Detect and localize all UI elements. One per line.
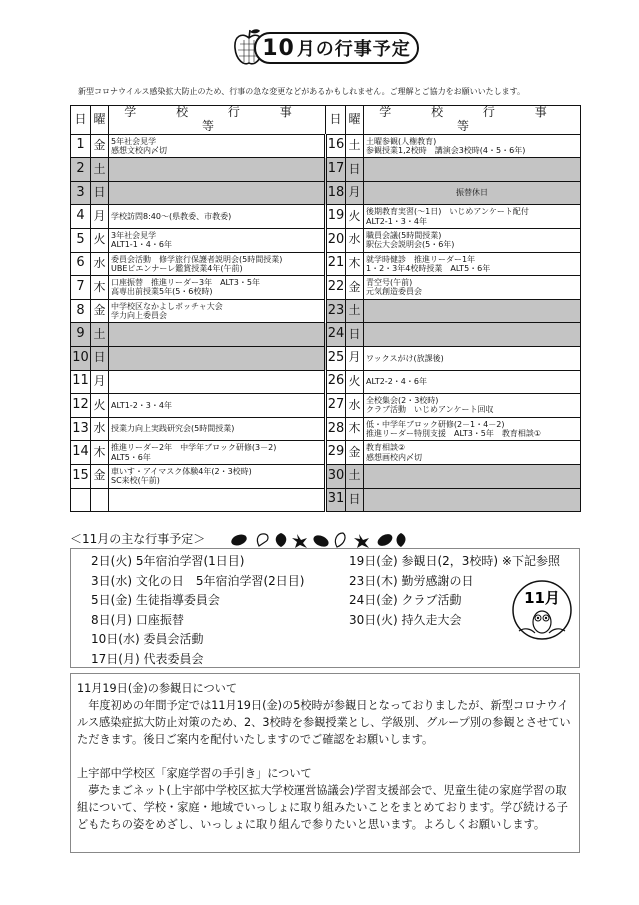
notice-text: 新型コロナウイルス感染拡大防止のため、行事の急な変更などがあるかもしれません。ご理解とご協力をお願いいたします。 bbox=[78, 87, 526, 96]
event-line: 職員会議(5時間授業) bbox=[366, 231, 442, 241]
november-event: 8日(月) 口座振替 bbox=[91, 612, 184, 627]
day-cell: 7 bbox=[71, 276, 91, 300]
day-cell: 25 bbox=[326, 346, 346, 370]
badge-text: 11月 bbox=[524, 589, 560, 607]
day-cell: 23 bbox=[326, 299, 346, 323]
weekday-cell: 日 bbox=[346, 488, 364, 512]
event-line: 車いす・アイマスク体験4年(2・3校時) bbox=[111, 467, 252, 477]
header-weekday: 曜 bbox=[91, 106, 109, 135]
events-cell bbox=[364, 205, 581, 229]
weekday-cell: 木 bbox=[346, 252, 364, 276]
events-cell bbox=[109, 464, 326, 488]
event-line: 駅伝大会説明会(5・6年) bbox=[366, 240, 455, 250]
day-cell: 9 bbox=[71, 323, 91, 347]
event-line: 振替休日 bbox=[456, 188, 488, 198]
day-cell: 5 bbox=[71, 228, 91, 252]
day-cell: 15 bbox=[71, 464, 91, 488]
day-cell: 28 bbox=[326, 417, 346, 441]
weekday-cell: 月 bbox=[91, 205, 109, 229]
title-text: 月の行事予定 bbox=[296, 39, 411, 60]
schedule-table bbox=[70, 105, 581, 512]
day-cell: 24 bbox=[326, 323, 346, 347]
november-heading: ＜11月の主な行事予定＞ bbox=[70, 532, 206, 546]
event-line: 青空号(午前) bbox=[366, 278, 413, 288]
day-cell: 16 bbox=[326, 134, 346, 158]
weekday-cell: 木 bbox=[346, 417, 364, 441]
day-cell: 6 bbox=[71, 252, 91, 276]
weekday-cell: 土 bbox=[91, 323, 109, 347]
header-day: 日 bbox=[71, 106, 91, 135]
day-cell: 30 bbox=[326, 464, 346, 488]
event-line: 全校集会(2・3校時) bbox=[366, 396, 439, 406]
event-line: ワックスがけ(放課後) bbox=[366, 353, 444, 363]
weekday-cell: 土 bbox=[346, 464, 364, 488]
weekday-cell: 金 bbox=[91, 464, 109, 488]
day-cell: 29 bbox=[326, 441, 346, 465]
day-cell: 19 bbox=[326, 205, 346, 229]
event-line: 学力向上委員会 bbox=[111, 311, 167, 321]
title-number: 10 bbox=[262, 35, 295, 61]
day-cell: 10 bbox=[71, 346, 91, 370]
november-event: 17日(月) 代表委員会 bbox=[91, 651, 204, 666]
event-line: クラブ活動 いじめアンケート回収 bbox=[366, 405, 494, 415]
weekday-cell: 金 bbox=[346, 276, 364, 300]
event-line: 学校訪問8:40～(県教委、市教委) bbox=[111, 212, 232, 222]
table-row bbox=[71, 299, 581, 323]
events-cell bbox=[109, 228, 326, 252]
table-row bbox=[71, 464, 581, 488]
weekday-cell: 月 bbox=[346, 181, 364, 205]
event-line: ALT2-2・4・6年 bbox=[366, 377, 427, 387]
table-row bbox=[71, 323, 581, 347]
events-cell bbox=[109, 299, 326, 323]
day-cell: 22 bbox=[326, 276, 346, 300]
day-cell: 27 bbox=[326, 394, 346, 418]
event-line: 土曜参観(人権教育) bbox=[366, 136, 437, 146]
event-line: 感想画校内〆切 bbox=[366, 452, 422, 462]
day-cell: 13 bbox=[71, 417, 91, 441]
table-row bbox=[71, 276, 581, 300]
weekday-cell: 火 bbox=[346, 205, 364, 229]
event-line: 5年社会見学 bbox=[111, 136, 157, 146]
weekday-cell: 金 bbox=[91, 299, 109, 323]
events-cell bbox=[364, 441, 581, 465]
table-row bbox=[71, 394, 581, 418]
table-row bbox=[71, 370, 581, 394]
events-cell bbox=[109, 134, 326, 158]
table-row bbox=[71, 346, 581, 370]
day-cell: 20 bbox=[326, 228, 346, 252]
info-body-1: 年度初めの年間予定では11月19日(金)の5校時が参観日となっておりましたが、新型コロナウイルス感染症拡大防止対策のため、2、3校時を参観授業とし、学級別、グループ別の参観とさせていただきます。後日ご案内を配付いたしますのでご確認をお願いします。 bbox=[77, 699, 571, 746]
november-event: 23日(木) 勤労感謝の日 bbox=[349, 573, 474, 588]
events-cell bbox=[364, 464, 581, 488]
table-row bbox=[71, 441, 581, 465]
day-cell: 26 bbox=[326, 370, 346, 394]
november-event: 19日(金) 参観日(2，3校時) ※下記参照 bbox=[349, 554, 560, 568]
event-line: 後期教育実習(～1日) いじめアンケート配付 bbox=[366, 207, 529, 217]
november-event: 30日(火) 持久走大会 bbox=[349, 612, 462, 627]
events-cell bbox=[364, 158, 581, 182]
november-list-left bbox=[91, 552, 304, 670]
events-cell bbox=[109, 488, 326, 512]
event-line: 高専出前授業5年(5・6校時) bbox=[111, 287, 213, 297]
header-events: 学 校 行 事 等 bbox=[109, 106, 326, 135]
weekday-cell: 日 bbox=[346, 158, 364, 182]
day-cell bbox=[71, 488, 91, 512]
page-title bbox=[254, 32, 419, 64]
events-cell bbox=[109, 205, 326, 229]
event-line: 就学時健診 推進リーダー1年 bbox=[366, 254, 476, 264]
weekday-cell: 木 bbox=[91, 441, 109, 465]
table-row bbox=[71, 252, 581, 276]
leaves-decoration-icon bbox=[229, 530, 409, 550]
weekday-cell: 火 bbox=[91, 394, 109, 418]
weekday-cell: 土 bbox=[91, 158, 109, 182]
weekday-cell: 日 bbox=[91, 346, 109, 370]
event-line: 中学校区なかよしボッチャ大会 bbox=[111, 301, 223, 311]
events-cell bbox=[109, 346, 326, 370]
weekday-cell: 水 bbox=[346, 228, 364, 252]
events-cell bbox=[364, 181, 581, 205]
events-cell bbox=[364, 417, 581, 441]
weekday-cell: 水 bbox=[91, 417, 109, 441]
event-line: 感想文校内〆切 bbox=[111, 145, 167, 155]
table-row bbox=[71, 181, 581, 205]
weekday-cell: 土 bbox=[346, 299, 364, 323]
header-weekday: 曜 bbox=[346, 106, 364, 135]
event-line: ALT1-1・4・6年 bbox=[111, 240, 172, 250]
info-box bbox=[70, 673, 580, 853]
november-event: 2日(火) 5年宿泊学習(1日目) bbox=[91, 554, 245, 568]
day-cell: 18 bbox=[326, 181, 346, 205]
event-line: 推進リーダー特別支援 ALT3・5年 教育相談① bbox=[366, 429, 542, 439]
day-cell: 12 bbox=[71, 394, 91, 418]
event-line: 授業力向上実践研究会(5時間授業) bbox=[111, 424, 235, 434]
events-cell bbox=[364, 299, 581, 323]
events-cell bbox=[109, 252, 326, 276]
weekday-cell: 月 bbox=[91, 370, 109, 394]
title-banner bbox=[232, 22, 422, 68]
events-cell bbox=[109, 394, 326, 418]
day-cell: 11 bbox=[71, 370, 91, 394]
november-event: 10日(水) 委員会活動 bbox=[91, 632, 204, 647]
weekday-cell: 木 bbox=[91, 276, 109, 300]
events-cell bbox=[109, 323, 326, 347]
event-line: 1・2・3年4校時授業 ALT5・6年 bbox=[366, 263, 491, 273]
table-row bbox=[71, 228, 581, 252]
event-line: 口座振替 推進リーダー3年 ALT3・5年 bbox=[111, 278, 260, 288]
header-day: 日 bbox=[326, 106, 346, 135]
event-line: 3年社会見学 bbox=[111, 231, 157, 241]
weekday-cell: 月 bbox=[346, 346, 364, 370]
event-line: ALT5・6年 bbox=[111, 452, 151, 462]
event-line: 教育相談② bbox=[366, 443, 406, 453]
events-cell bbox=[109, 441, 326, 465]
events-cell bbox=[364, 276, 581, 300]
info-heading-1: 11月19日(金)の参観日について bbox=[77, 682, 238, 695]
day-cell: 3 bbox=[71, 181, 91, 205]
events-cell bbox=[364, 134, 581, 158]
info-heading-2: 上宇部中学校区「家庭学習の手引き」について bbox=[77, 767, 312, 780]
info-body-2: 夢たまごネット(上宇部中学校区拡大学校運営協議会)学習支援部会で、児童生徒の家庭学習の取組について、学校・家庭・地域でいっしょに取り組みたいことをまとめております。学び続ける子どもたちの姿をめざし、いっしょに取り組んで参りたいと思います。よろしくお願いします。 bbox=[77, 784, 568, 831]
table-row bbox=[71, 417, 581, 441]
events-cell bbox=[109, 370, 326, 394]
event-line: 元気創造委員会 bbox=[366, 287, 422, 297]
events-cell bbox=[109, 158, 326, 182]
november-event: 5日(金) 生徒指導委員会 bbox=[91, 593, 220, 608]
weekday-cell: 日 bbox=[91, 181, 109, 205]
event-line: ALT2-1・3・4年 bbox=[366, 216, 427, 226]
weekday-cell: 火 bbox=[91, 228, 109, 252]
day-cell: 8 bbox=[71, 299, 91, 323]
day-cell: 14 bbox=[71, 441, 91, 465]
events-cell bbox=[364, 252, 581, 276]
day-cell: 31 bbox=[326, 488, 346, 512]
weekday-cell: 水 bbox=[346, 394, 364, 418]
events-cell bbox=[109, 181, 326, 205]
day-cell: 17 bbox=[326, 158, 346, 182]
header-events: 学 校 行 事 等 bbox=[364, 106, 581, 135]
events-cell bbox=[364, 228, 581, 252]
weekday-cell bbox=[91, 488, 109, 512]
event-line: SC来校(午前) bbox=[111, 476, 160, 486]
event-line: UBEビエンナーレ鑑賞授業4年(午前) bbox=[111, 263, 243, 273]
events-cell bbox=[109, 417, 326, 441]
day-cell: 21 bbox=[326, 252, 346, 276]
november-events-box bbox=[70, 548, 580, 668]
weekday-cell: 土 bbox=[346, 134, 364, 158]
events-cell bbox=[364, 323, 581, 347]
weekday-cell: 火 bbox=[346, 370, 364, 394]
event-line: 低・中学年ブロック研修(2－1・4－2) bbox=[366, 419, 505, 429]
events-cell bbox=[109, 276, 326, 300]
events-cell bbox=[364, 346, 581, 370]
november-event: 24日(金) クラブ活動 bbox=[349, 593, 462, 608]
owl-11-badge-icon bbox=[511, 579, 573, 641]
events-cell bbox=[364, 488, 581, 512]
weekday-cell: 日 bbox=[346, 323, 364, 347]
events-cell bbox=[364, 394, 581, 418]
table-row bbox=[71, 158, 581, 182]
table-row bbox=[71, 134, 581, 158]
table-row bbox=[71, 488, 581, 512]
weekday-cell: 金 bbox=[91, 134, 109, 158]
event-line: 委員会活動 修学旅行保護者説明会(5時間授業) bbox=[111, 254, 283, 264]
table-row bbox=[71, 205, 581, 229]
event-line: 参観授業1,2校時 講演会3校時(4・5・6年) bbox=[366, 145, 526, 155]
day-cell: 2 bbox=[71, 158, 91, 182]
table-header-row bbox=[71, 106, 581, 135]
november-event: 3日(水) 文化の日 5年宿泊学習(2日目) bbox=[91, 573, 305, 588]
event-line: 推進リーダー2年 中学年ブロック研修(3－2) bbox=[111, 443, 277, 453]
weekday-cell: 金 bbox=[346, 441, 364, 465]
events-cell bbox=[364, 370, 581, 394]
day-cell: 4 bbox=[71, 205, 91, 229]
day-cell: 1 bbox=[71, 134, 91, 158]
event-line: ALT1-2・3・4年 bbox=[111, 400, 172, 410]
weekday-cell: 水 bbox=[91, 252, 109, 276]
